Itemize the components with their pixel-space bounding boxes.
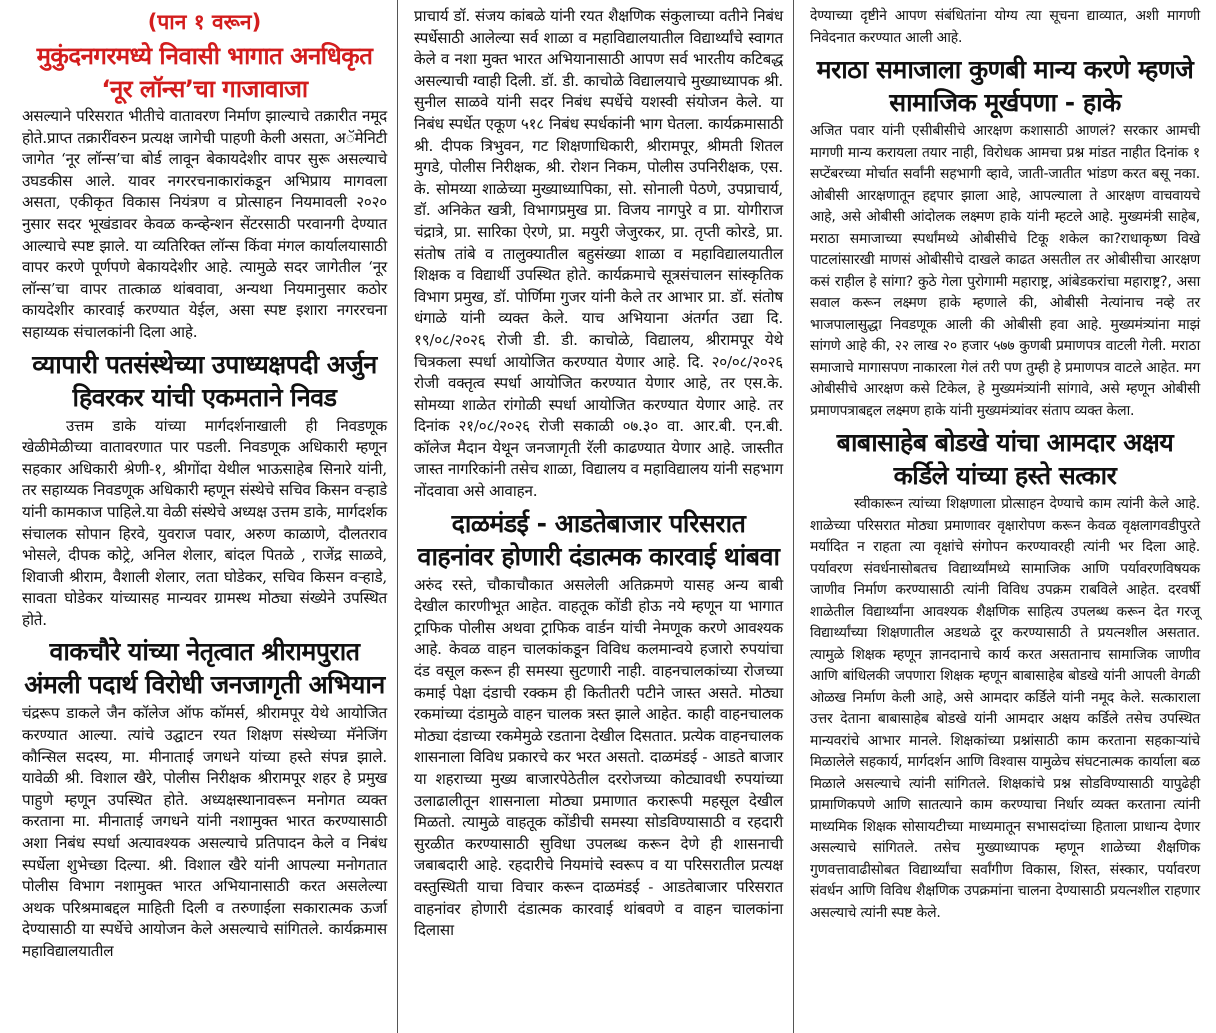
column-1: [0, 0, 398, 1033]
column-2: [398, 0, 794, 1033]
headline-dalmandai: दाळमंडई - आडतेबाजार परिसरात वाहनांवर होणारी दंडात्मक कारवाई थांबवा: [417, 508, 780, 571]
headline-drug-awareness: वाकचौरे यांच्या नेतृत्वात श्रीरामपुरात अंमली पदार्थ विरोधी जनजागृती अभियान: [24, 637, 385, 700]
article-dalmandai-body: अरुंद रस्ते, चौकाचौकात असलेली अतिक्रमणे यासह अन्य बाबी देखील कारणीभूत आहेत. वाहतूक कोंडी होऊ नये म्हणून या भागात ट्राफिक पोलीस अथवा ट्राफिक वार्डन यांची नेमणूक करणे आवश्यक आहे. केवळ वाहन चालकांकडून विविध कलमान्वये हजारो रुपयांचा दंड वसूल करून ही समस्या सुटणारी नाही. वाहनचालकांच्या रोजच्या कमाई पेक्षा दंडाची रक्कम ही कितीतरी पटीने जास्त असते. मोठ्या रकमांच्या दंडामुळे वाहन चालक त्रस्त झाले आहेत. काही वाहनचालक मोठ्या दंडाच्या रकमेमुळे रडताना देखील दिसतात. प्रत्येक वाहनचालक शासनाला विविध प्रकारचे कर भरत असतो. दाळमंडई - आडते बाजार या शहराच्या मुख्य बाजारपेठेतील दररोजच्या कोट्यावधी रुपयांच्या उलाढालीतून शासनाला मोठ्या प्रमाणात करारूपी महसूल देखील मिळतो. त्यामुळे वाहतूक कोंडीची समस्या सोडविण्यासाठी व रहदारी सुरळीत करण्यासाठी सुविधा उपलब्ध करून देणे ही शासनाची जबाबदारी आहे. रहदारीचे नियमांचे स्वरूप व या परिसरातील प्रत्यक्ष वस्तुस्थिती याचा विचार करून दाळमंडई - आडतेबाजार परिसरात वाहनांवर होणारी दंडात्मक कारवाई थांबवणे व वाहन चालकांना दिलासा: [414, 575, 783, 940]
column-3: [794, 0, 1216, 1033]
headline-patsanstha: व्यापारी पतसंस्थेच्या उपाध्यक्षपदी अर्जुन हिवरकर यांची एकमताने निवड: [32, 349, 377, 412]
continued-label: (पान १ वरून): [147, 10, 262, 34]
article-noor-lawns-body: असल्याने परिसरात भीतीचे वातावरण निर्माण झाल्याचे तक्रारीत नमूद होते.प्राप्त तक्रारींवरुन प्रत्यक्ष जागेची पाहणी केली असता, अॅमेनिटी जागेत ‘नूर लॉन्स’चा बोर्ड लावून बेकायदेशीर वापर सुरू असल्याचे उघडकीस आले. यावर नगररचनाकारांकडून अभिप्राय मागवला असता, एकीकृत विकास नियंत्रण व प्रोत्साहन नियमावली २०२० नुसार सदर भूखंडावर केवळ कन्व्हेन्शन सेंटरसाठी परवानगी देण्यात आल्याचे स्पष्ट झाले. या व्यतिरिक्त लॉन्स किंवा मंगल कार्यालयासाठी वापर करणे पूर्णपणे बेकायदेशीर आहे. त्यामुळे सदर जागेतील ‘नूर लॉन्स’चा वापर तात्काळ थांबवावा, अन्यथा नियमानुसार कठोर कायदेशीर कारवाई करण्यात येईल, असा स्पष्ट इशारा नगररचना सहाय्यक संचालकांनी दिला आहे.: [22, 107, 387, 341]
article-drug-awareness-continued: प्राचार्य डॉ. संजय कांबळे यांनी रयत शैक्षणिक संकुलाच्या वतीने निबंध स्पर्धेसाठी आलेल्या सर्व शाळा व महाविद्यालयातील विद्यार्थ्यांचे स्वागत केले व नशा मुक्त भारत अभियानासाठी आपण सर्व भारतीय कटिबद्ध असल्याची ग्वाही दिली. डॉ. डी. काचोळे विद्यालयाचे मुख्याध्यापक श्री. सुनील साळवे यांनी सदर निबंध स्पर्धेचे यशस्वी संयोजन केले. या निबंध स्पर्धेत एकूण ५१८ निबंध स्पर्धकांनी भाग घेतला. कार्यक्रमासाठी श्री. दीपक त्रिभुवन, गट शिक्षणाधिकारी, श्रीरामपूर, श्रीमती शितल मुगडे, पोलीस निरीक्षक, श्री. रोशन निकम, पोलीस उपनिरीक्षक, एस. के. सोमय्या शाळेच्या मुख्याध्यापिका, सो. सोनाली पेठणे, उपप्राचार्य, डॉ. अनिकेत खत्री, विभागप्रमुख प्रा. विजय नागपुरे व प्रा. योगीराज चंद्रात्रे, प्रा. सारिका ऐरणे, प्रा. मयुरी जेजुरकर, प्रा. तृप्ती कोरडे, प्रा. संतोष तांबे व तालुक्यातील बहुसंख्या शाळा व महाविद्यालयातील शिक्षक व विद्यार्थी उपस्थित होते. कार्यक्रमाचे सूत्रसंचालन सांस्कृतिक विभाग प्रमुख, डॉ. पोर्णिमा गुजर यांनी केले तर आभार प्रा. डॉ. संतोष धंगाळे यांनी व्यक्त केले. याच अभियाना अंतर्गत उद्या दि. १९/०८/२०२६ रोजी डी. डी. काचोळे, विद्यालय, श्रीरामपूर येथे चित्रकला स्पर्धा आयोजित करण्यात येणार आहे. दि. २०/०८/२०२६ रोजी वक्तृत्व स्पर्धा आयोजित करण्यात येणार आहे, तर एस.के. सोमय्या शाळेत रांगोळी स्पर्धा आयोजित करण्यात येणार आहे. तर दिनांक २१/०८/२०२६ रोजी सकाळी ०७.३० वा. आर.बी. एन.बी. कॉलेज मैदान येथून जनजागृती रॅली काढण्यात येणार आहे. जास्तीत जास्त नागरिकांनी तसेच शाळा, विद्यालय व महाविद्यालय यांनी सहभाग नोंदवावा असे आवाहन.: [414, 7, 783, 501]
headline-bodkhe-felicitation: बाबासाहेब बोडखे यांचा आमदार अक्षय कर्डिले यांच्या हस्ते सत्कार: [836, 428, 1174, 490]
article-dalmandai-continued: देण्याच्या दृष्टीने आपण संबंधितांना योग्य त्या सूचना द्याव्यात, अशी मागणी निवेदनात करण्यात आली आहे.: [810, 8, 1200, 46]
headline-noor-lawns: मुकुंदनगरमध्ये निवासी भागात अनधिकृत ‘नूर लॉन्स’चा गाजावाजा: [36, 42, 373, 103]
article-patsanstha-body: उत्तम डाके यांच्या मार्गदर्शनाखाली ही निवडणूक खेळीमेळीच्या वातावरणात पार पडली. निवडणूक अधिकारी म्हणून सहकार अधिकारी श्रेणी-१, श्रीगोंदा येथील भाऊसाहेब सिनारे यांनी, तर सहाय्यक निवडणूक अधिकारी म्हणून संस्थेचे सचिव किसन वऱ्हाडे यांनी कामकाज पाहिले.या वेळी संस्थेचे अध्यक्ष उत्तम डाके, मार्गदर्शक संचालक सोपान हिरवे, युवराज पवार, अरुण काळाणे, दौलतराव भोसले, दीपक कोट्रे, अनिल शेलार, बांदल पितळे , राजेंद्र साळवे, शिवाजी श्रीराम, वैशाली शेलार, लता घोडेकर, सचिव किसन वऱ्हाडे, सावता घोडेकर यांच्यासह मान्यवर ग्रामस्थ मोठ्या संख्येने उपस्थित होते.: [22, 416, 387, 629]
article-bodkhe-body: स्वीकारून त्यांच्या शिक्षणाला प्रोत्साहन देण्याचे काम त्यांनी केले आहे. शाळेच्या परिसरात मोठ्या प्रमाणावर वृक्षारोपण करून केवळ वृक्षलागवडीपुरते मर्यादित न राहता त्या वृक्षांचे संगोपन करण्यावरही त्यांनी भर दिला आहे. पर्यावरण संवर्धनासोबतच विद्यार्थ्यांमध्ये सामाजिक आणि पर्यावरणविषयक जाणीव निर्माण करण्यासाठी त्यांनी विविध उपक्रम राबविले आहेत. दरवर्षी शाळेतील विद्यार्थ्यांना आवश्यक शैक्षणिक साहित्य उपलब्ध करून देत गरजू विद्यार्थ्यांच्या शिक्षणातील अडथळे दूर करण्यासाठी ते प्रयत्नशील असतात. त्यामुळे शिक्षक म्हणून ज्ञानदानाचे कार्य करत असतानाच सामाजिक जाणीव आणि बांधिलकी जपणारा शिक्षक म्हणून बाबासाहेब बोडखे यांनी आपली वेगळी ओळख निर्माण केली आहे, असे आमदार कर्डिले यांनी नमूद केले. सत्काराला उत्तर देताना बाबासाहेब बोडखे यांनी आमदार अक्षय कर्डिले तसेच उपस्थित मान्यवरांचे आभार मानले. शिक्षकांच्या प्रश्नांसाठी काम करताना सहकाऱ्यांचे मिळालेले सहकार्य, मार्गदर्शन आणि विश्वास यामुळेच संघटनात्मक कार्याला बळ मिळाले असल्याचे त्यांनी सांगितले. शिक्षकांचे प्रश्न सोडविण्यासाठी यापुढेही प्रामाणिकपणे आणि सातत्याने काम करण्याचा निर्धार व्यक्त करताना त्यांनी माध्यमिक शिक्षक सोसायटीच्या माध्यमातून सभासदांच्या हिताला प्राधान्य देणार असल्याचे सांगितले. तसेच मुख्याध्यापक म्हणून शाळेच्या शैक्षणिक गुणवत्तावाढीसोबत विद्यार्थ्यांचा सर्वांगीण विकास, शिस्त, संस्कार, पर्यावरण संवर्धन आणि विविध शैक्षणिक उपक्रमांना चालना देण्यासाठी प्रयत्नशील राहणार असल्याचे त्यांनी स्पष्ट केले.: [810, 496, 1200, 921]
article-maratha-kunbi-body: अजित पवार यांनी एसीबीसीचे आरक्षण कशासाठी आणलं? सरकार आमची मागणी मान्य करायला तयार नाही, विरोधक आमचा प्रश्न मांडत नाहीत दिनांक १ सप्टेंबरच्या मोर्चात सर्वांनी सहभागी व्हावे, जाती-जातीत भांडण करत बसू नका. ओबीसी आरक्षणातून हद्दपार झाला आहे, आपल्याला ते आरक्षण वाचवायचे आहे, असे ओबीसी आंदोलक लक्ष्मण हाके यांनी म्हटले आहे. मुख्यमंत्री साहेब, मराठा समाजाच्या स्पर्धांमध्ये ओबीसीचे टिकू शकेल का?राधाकृष्ण विखे पाटलांसारखी माणसं ओबीसीचे दाखले काढत असतील तर ओबीसीचा आरक्षण कसं राहील हे सांगा? कुठे गेला पुरोगामी महाराष्ट्र, आंबेडकरांचा महाराष्ट्र?, असा सवाल करून लक्ष्मण हाके म्हणाले की, ओबीसी नेत्यांनाच नव्हे तर भाजपालासुद्धा निवडणूक आली की ओबीसी हवा आहे. मुख्यमंत्र्यांना माझं सांगणे आहे की, २२ लाख २० हजार ५७७ कुणबी प्रमाणपत्र वाटली गेली. मराठा समाजाचे मागासपण नाकारला गेलं तरी पण तुम्ही हे प्रमाणपत्र वाटले आहेत. मग ओबीसीचे आरक्षण कसे टिकेल, हे मुख्यमंत्र्यांनी सांगावे, असे म्हणून ओबीसी प्रमाणपत्राबद्दल लक्ष्मण हाके यांनी मुख्यमंत्र्यांवर संताप व्यक्त केला.: [810, 123, 1200, 419]
headline-maratha-kunbi: मराठा समाजाला कुणबी मान्य करणे म्हणजे सामाजिक मूर्खपणा - हाके: [816, 55, 1194, 117]
article-drug-awareness-body: चंद्ररूप डाकले जैन कॉलेज ऑफ कॉमर्स, श्रीरामपूर येथे आयोजित करण्यात आल्या. त्यांचे उद्घाटन रयत शिक्षण संस्थेच्या मॅनेजिंग कौन्सिल सदस्य, मा. मीनाताई जगधने यांच्या हस्ते संपन्न झाले. यावेळी श्री. विशाल खैरे, पोलीस निरीक्षक श्रीरामपूर शहर हे प्रमुख पाहुणे म्हणून उपस्थित होते. अध्यक्षस्थानावरून मनोगत व्यक्त करताना मा. मीनाताई जगधने यांनी नशामुक्त भारत करण्यासाठी अशा निबंध स्पर्धा अत्यावश्यक असल्याचे प्रतिपादन केले व निबंध स्पर्धेला शुभेच्छा दिल्या. श्री. विशाल खैरे यांनी आपल्या मनोगतात पोलीस विभाग नशामुक्त भारत अभियानासाठी करत असलेल्या अथक परिश्रमाबद्दल माहिती दिली व तरुणाईला सकारात्मक ऊर्जा देण्यासाठी या स्पर्धेचे आयोजन केले असल्याचे सांगितले. कार्यक्रमास महाविद्यालयातील: [22, 704, 387, 960]
